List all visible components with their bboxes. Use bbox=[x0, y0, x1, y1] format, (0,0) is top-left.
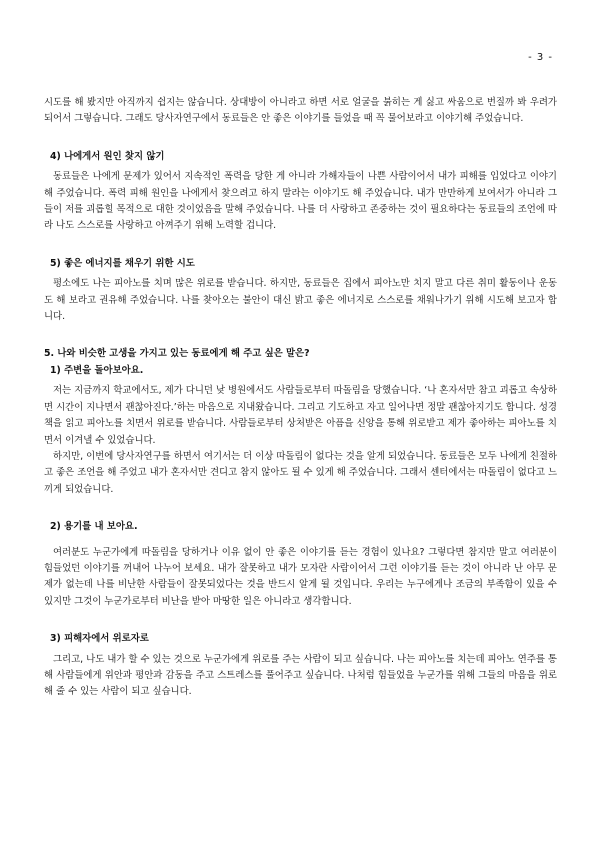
section-5-heading: 5) 좋은 에너지를 채우기 위한 시도 bbox=[50, 257, 195, 269]
part-5-sub-2-heading: 2) 용기를 내 보아요. bbox=[50, 521, 138, 533]
part-5-sub-2-paragraph: 여러분도 누군가에게 따돌림을 당하거나 이유 없이 안 좋은 이야기를 듣는 경험이 있나요? 그렇다면 참지만 말고 여러분이 힘들었던 이야기를 꺼내어 나누어 보세요. 내가 잘못하고 내가 모자란 사람이어서 그런 이야기를 듣는 것이 아니라 난 아무 문제가 없는데 나를 비난한 사람들이 잘못되었다는 것을 반드시 알게 될 것입니다. 우리는 누구에게나 조금의 부족함이 있을 수 있지만 그것이 누군가로부터 비난을 받아 마땅한 일은 아니라고 생각합니다. bbox=[44, 546, 557, 607]
part-5-sub-1-heading: 1) 주변을 돌아보아요. bbox=[50, 364, 144, 376]
section-5-paragraph: 평소에도 나는 피아노를 치며 많은 위로를 받습니다. 하지만, 동료들은 집에서 피아노만 치지 말고 다른 취미 활동이나 운동도 해 보라고 권유해 주었습니다. 나를 찾아오는 불안이 대신 밝고 좋은 에너지로 스스로를 채워나가기 위해 시도해 보고자 합니다. bbox=[44, 278, 557, 323]
section-4-heading: 4) 나에게서 원인 찾지 않기 bbox=[50, 150, 165, 162]
intro-paragraph: 시도를 해 봤지만 아직까지 쉽지는 않습니다. 상대방이 아니라고 하면 서로 얼굴을 붉히는 게 싫고 싸움으로 번질까 봐 우려가 되어서 그렇습니다. 그래도 당사자연구에서 동료들은 안 좋은 이야기를 들었을 때 꼭 물어보라고 이야기해 주었습니다. bbox=[44, 97, 557, 125]
part-5-sub-3-heading: 3) 피해자에서 위로자로 bbox=[50, 633, 149, 645]
part-5-sub-1-paragraph-1: 저는 지금까지 학교에서도, 제가 다니던 낮 병원에서도 사람들로부터 따돌림을 당했습니다. ‘나 혼자서만 참고 괴롭고 속상하면 시간이 지나면서 괜찮아진다.’하는 마음으로 지내왔습니다. 그리고 기도하고 자고 일어나면 정말 괜찮아지기도 합니다. 성경책을 읽고 피아노를 치면서 위로를 받습니다. 사람들로부터 상처받은 아픔을 신앙을 통해 위로받고 제가 좋아하는 피아노를 치면서 이겨낼 수 있었습니다. bbox=[44, 385, 557, 446]
part-5-sub-1-paragraph-2: 하지만, 이번에 당사자연구를 하면서 여기서는 더 이상 따돌림이 없다는 것을 알게 되었습니다. 동료들은 모두 나에게 친절하고 좋은 조언을 해 주었고 내가 혼자서만 견디고 참지 않아도 될 수 있게 해 주었습니다. 그래서 센터에서는 따돌림이 없다고 느끼게 되었습니다. bbox=[44, 450, 557, 495]
page-number: - 3 - bbox=[528, 52, 553, 63]
section-4-paragraph: 동료들은 나에게 문제가 있어서 지속적인 폭력을 당한 게 아니라 가해자들이 나쁜 사람이어서 내가 피해를 입었다고 이야기해 주었습니다. 폭력 피해 원인을 나에게서 찾으려고 하지 말라는 이야기도 해 주었습니다. 내가 만만하게 보여서가 아니라 그들이 저를 괴롭힐 목적으로 대한 것이었음을 말해 주었습니다. 나를 더 사랑하고 존중하는 것이 필요하다는 동료들의 조언에 따라 나도 스스로를 사랑하고 아껴주기 위해 노력할 겁니다. bbox=[44, 171, 557, 232]
part-5-sub-3-paragraph: 그리고, 나도 내가 할 수 있는 것으로 누군가에게 위로를 주는 사람이 되고 싶습니다. 나는 피아노를 치는데 피아노 연주를 통해 사람들에게 위안과 평안과 감동을 주고 스트레스를 풀어주고 싶습니다. 나처럼 힘들었을 누군가를 위해 그들의 마음을 위로해 줄 수 있는 사람이 되고 싶습니다. bbox=[44, 653, 557, 698]
part-5-heading: 5. 나와 비슷한 고생을 가지고 있는 동료에게 해 주고 싶은 말은? bbox=[44, 348, 310, 360]
document-body bbox=[44, 95, 557, 701]
